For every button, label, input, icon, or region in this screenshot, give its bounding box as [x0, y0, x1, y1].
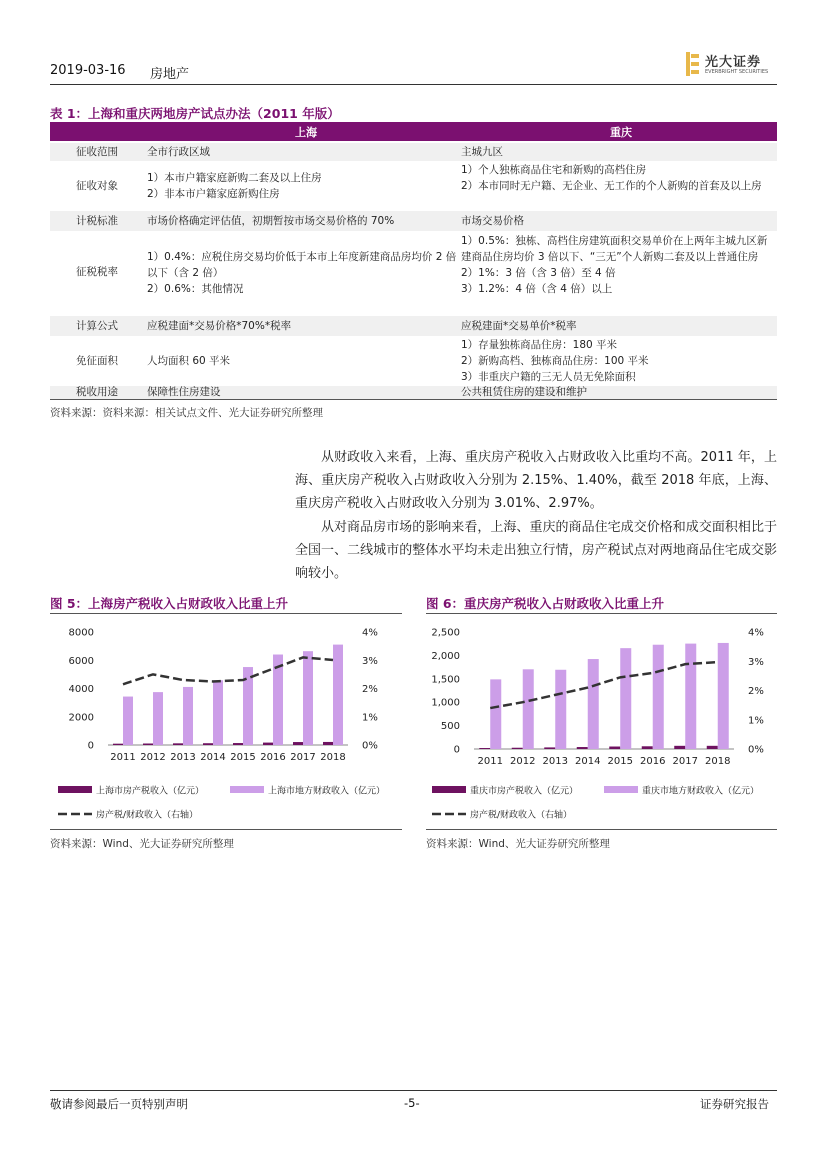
bar-revenue	[555, 670, 566, 749]
column-shanghai: 上海	[295, 126, 317, 139]
table-row	[50, 162, 777, 210]
bar-revenue	[183, 687, 193, 745]
body-paragraph: 从对商品房市场的影响来看，上海、重庆的商品住宅成交价格和成交面积相比于全国一、二线城市的整体水平均未走出独立行情，房产税试点对两地商品住宅成交影响较小。	[295, 520, 777, 581]
x-tick-label: 2015	[230, 752, 256, 763]
x-tick-label: 2014	[200, 752, 226, 763]
chongqing-cell: 1）个人独栋商品住宅和新购的高档住房 2）本市同时无户籍、无企业、无工作的个人新购的首套及以上房	[461, 164, 762, 192]
footer-report-type: 证券研究报告	[700, 1097, 769, 1111]
bar-tax	[263, 743, 273, 745]
legend-swatch	[230, 786, 264, 793]
body-paragraph: 从财政收入来看，上海、重庆房产税收入占财政收入比重均不高。2011 年，上海、重庆房产税收入占财政收入分别为 2.15%、1.40%，截至 2018 年底，上海、重庆房产税收入占财政收入分别为 3.01%、2.97%。	[295, 450, 777, 511]
y-left-tick-label: 6000	[68, 655, 94, 667]
y-left-tick-label: 1,500	[431, 674, 460, 686]
x-tick-label: 2012	[510, 756, 536, 767]
bar-tax	[203, 743, 213, 745]
row-label: 征收对象	[76, 180, 118, 192]
report-date: 2019-03-16	[50, 63, 126, 78]
bar-revenue	[653, 645, 664, 749]
y-left-tick-label: 4000	[68, 684, 94, 695]
table-row	[50, 316, 777, 336]
y-left-tick-label: 0	[453, 744, 460, 756]
bar-tax	[609, 747, 620, 749]
shanghai-cell: 全市行政区域	[147, 146, 210, 158]
row-label: 征收范围	[76, 146, 118, 158]
bar-tax	[293, 742, 303, 745]
y-right-tick-label: 1%	[362, 712, 378, 724]
y-left-tick-label: 2,000	[431, 650, 460, 662]
bar-tax	[707, 746, 718, 749]
legend-label: 重庆市地方财政收入（亿元）	[642, 786, 760, 797]
chongqing-cell: 公共租赁住房的建设和维护	[461, 386, 587, 398]
column-chongqing: 重庆	[610, 126, 632, 139]
chongqing-cell: 1）存量独栋商品住房：180 平米 2）新购高档、独栋商品住房：100 平米 3）非重庆户籍的三无人员无免除面积	[461, 339, 649, 383]
bar-tax	[642, 746, 653, 749]
chart-source: 资料来源：Wind、光大证券研究所整理	[50, 838, 234, 850]
shanghai-cell: 人均面积 60 平米	[147, 355, 231, 367]
bar-revenue	[153, 692, 163, 745]
y-left-tick-label: 8000	[68, 627, 94, 639]
y-right-tick-label: 4%	[362, 627, 378, 639]
chart-bottom-rule	[50, 829, 402, 830]
x-tick-label: 2014	[575, 756, 601, 767]
x-tick-label: 2013	[170, 752, 196, 763]
y-left-tick-label: 500	[440, 721, 460, 733]
y-right-tick-label: 3%	[748, 656, 764, 668]
y-left-tick-label: 2000	[68, 712, 94, 724]
company-logo	[686, 50, 778, 80]
shanghai-cell: 1）本市户籍家庭新购二套及以上住房 2）非本市户籍家庭新购住房	[147, 172, 322, 200]
x-tick-label: 2018	[320, 752, 346, 763]
report-sector: 房地产	[150, 67, 190, 82]
y-right-tick-label: 4%	[748, 627, 764, 639]
bar-tax	[544, 747, 555, 749]
bar-tax	[577, 747, 588, 749]
bar-revenue	[333, 645, 343, 745]
y-left-tick-label: 0	[87, 740, 94, 752]
x-tick-label: 2017	[290, 752, 316, 763]
legend-swatch	[432, 786, 466, 793]
legend-swatch	[604, 786, 638, 793]
x-tick-label: 2011	[477, 756, 503, 767]
x-tick-label: 2018	[705, 756, 731, 767]
table-header	[50, 122, 777, 141]
row-label: 税收用途	[76, 386, 118, 398]
table-row	[50, 232, 777, 314]
chart-chongqing	[426, 614, 777, 829]
shanghai-cell: 1）0.4%：应税住房交易均价低于本市上年度新建商品房均价 2 倍以下（含 2 倍） 2）0.6%：其他情况	[147, 251, 457, 295]
bar-tax	[113, 744, 123, 745]
y-left-tick-label: 2,500	[431, 627, 460, 639]
row-label: 免征面积	[76, 355, 118, 367]
legend-label: 房产税/财政收入（右轴）	[470, 810, 573, 821]
y-right-tick-label: 2%	[748, 686, 764, 697]
row-label: 征税税率	[76, 266, 118, 278]
bar-revenue	[303, 651, 313, 745]
x-tick-label: 2017	[672, 756, 698, 767]
bar-tax	[512, 748, 523, 749]
y-right-tick-label: 0%	[748, 744, 764, 756]
table-row	[50, 386, 777, 399]
bar-revenue	[588, 659, 599, 749]
footer-disclaimer: 敬请参阅最后一页特别声明	[50, 1097, 188, 1111]
legend-label: 重庆市房产税收入（亿元）	[470, 786, 579, 797]
bar-revenue	[620, 648, 631, 749]
table-row	[50, 143, 777, 161]
chart-shanghai	[50, 614, 402, 829]
shanghai-cell: 应税建面*交易价格*70%*税率	[147, 320, 292, 332]
table-row	[50, 337, 777, 385]
legend-label: 房产税/财政收入（右轴）	[96, 810, 199, 821]
bar-tax	[233, 743, 243, 745]
chongqing-cell: 应税建面*交易单价*税率	[461, 320, 577, 332]
table-title: 表 1：上海和重庆两地房产试点办法（2011 年版）	[50, 106, 340, 121]
ratio-line	[123, 657, 333, 684]
header-divider	[50, 84, 777, 85]
chongqing-cell: 1）0.5%：独栋、高档住房建筑面积交易单价在上两年主城九区新建商品住房均价 3 倍以下、“三无”个人新购二套及以上普通住房 2）1%：3 倍（含 3 倍）至 4 倍 3）1.2%：4 倍（含 4 倍）以上	[461, 235, 768, 295]
shanghai-cell: 市场价格确定评估值，初期暂按市场交易价格的 70%	[147, 215, 395, 227]
x-tick-label: 2012	[140, 752, 166, 763]
bar-revenue	[718, 643, 729, 749]
table-source: 资料来源：资料来源：相关试点文件、光大证券研究所整理	[50, 407, 323, 419]
row-label: 计算公式	[76, 320, 118, 332]
x-tick-label: 2013	[542, 756, 568, 767]
chongqing-cell: 市场交易价格	[461, 215, 524, 227]
page-number: -5-	[404, 1096, 420, 1110]
y-right-tick-label: 2%	[362, 684, 378, 695]
chart-bottom-rule	[426, 829, 777, 830]
x-tick-label: 2011	[110, 752, 136, 763]
y-right-tick-label: 0%	[362, 740, 378, 752]
table-row	[50, 211, 777, 231]
chart-title-shanghai: 图 5：上海房产税收入占财政收入比重上升	[50, 596, 289, 611]
legend-label: 上海市地方财政收入（亿元）	[268, 786, 386, 797]
x-tick-label: 2015	[607, 756, 633, 767]
bar-revenue	[213, 680, 223, 745]
bar-revenue	[490, 679, 501, 749]
shanghai-cell: 保障性住房建设	[147, 386, 221, 398]
x-tick-label: 2016	[640, 756, 666, 767]
chongqing-cell: 主城九区	[461, 146, 503, 158]
chart-title-chongqing: 图 6：重庆房产税收入占财政收入比重上升	[426, 596, 665, 611]
logo-icon	[686, 52, 700, 76]
bar-revenue	[523, 669, 534, 749]
bar-tax	[173, 743, 183, 745]
y-right-tick-label: 3%	[362, 655, 378, 667]
bar-tax	[323, 742, 333, 745]
bar-tax	[479, 748, 490, 749]
chart-source: 资料来源：Wind、光大证券研究所整理	[426, 838, 610, 850]
y-right-tick-label: 1%	[748, 715, 764, 727]
bar-tax	[143, 744, 153, 745]
logo-english: EVERBRIGHT SECURITIES	[705, 69, 769, 75]
table-bottom-rule	[50, 399, 777, 400]
footer-divider	[50, 1090, 777, 1091]
row-label: 计税标准	[76, 215, 118, 227]
legend-label: 上海市房产税收入（亿元）	[96, 786, 205, 797]
bar-revenue	[685, 644, 696, 749]
bar-revenue	[123, 697, 133, 745]
x-tick-label: 2016	[260, 752, 286, 763]
logo-name: 光大证券	[705, 55, 762, 70]
bar-tax	[674, 746, 685, 749]
y-left-tick-label: 1,000	[431, 697, 460, 709]
legend-swatch	[58, 786, 92, 793]
